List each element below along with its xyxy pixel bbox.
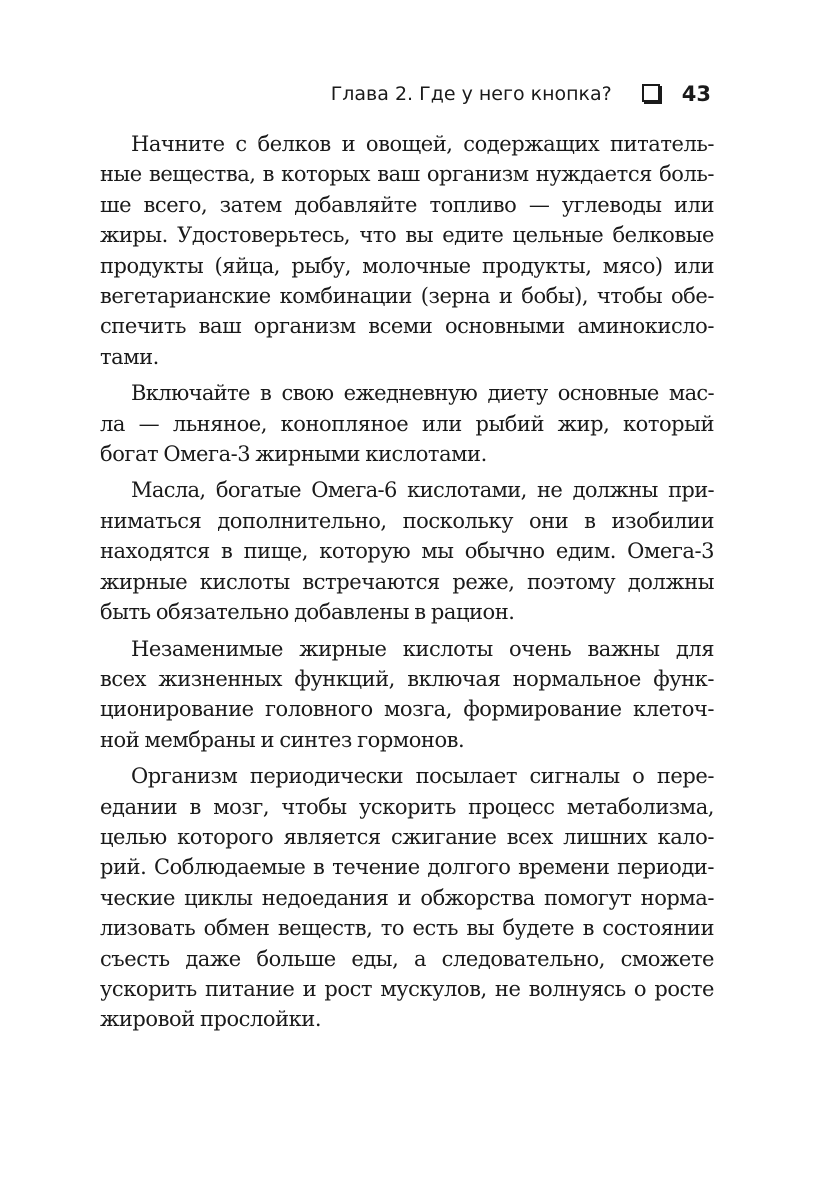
text-line: ческие циклы недоедания и обжорства помогут норма- bbox=[100, 885, 714, 910]
text-line: Начните с белков и овощей, содержащих питатель- bbox=[131, 132, 714, 156]
text-line: ниматься дополнительно, поскольку они в изобилии bbox=[100, 508, 714, 533]
text-line: ные вещества, в которых ваш организм нуждается боль- bbox=[100, 162, 714, 187]
text-line: ла — льняное, конопляное или рыбий жир, который bbox=[100, 411, 714, 436]
paragraph bbox=[100, 761, 714, 1035]
text-line: ше всего, затем добавляйте топливо — углеводы или bbox=[100, 192, 714, 217]
text-line: ной мембраны и синтез гормонов. bbox=[100, 727, 465, 752]
text-line: быть обязательно добавлены в рацион. bbox=[100, 600, 515, 625]
paragraph bbox=[100, 475, 714, 627]
paragraph bbox=[100, 634, 714, 756]
text-line: Масла, богатые Омега-6 кислотами, не должны при- bbox=[131, 478, 714, 503]
text-line: спечить ваш организм всеми основными аминокисло- bbox=[100, 314, 714, 339]
text-line: всех жизненных функций, включая нормальное функ- bbox=[100, 666, 714, 691]
paragraph bbox=[100, 129, 714, 372]
page-number: 43 bbox=[681, 82, 711, 106]
text-line: лизовать обмен веществ, то есть вы будете в состоянии bbox=[100, 916, 714, 941]
body-text bbox=[100, 129, 714, 1041]
text-line: находятся в пище, которую мы обычно едим. Омега-3 bbox=[100, 539, 714, 564]
text-line: жировой прослойки. bbox=[100, 1007, 322, 1032]
square-outline-icon bbox=[642, 84, 660, 102]
text-line: съесть даже больше еды, а следовательно, сможете bbox=[100, 946, 714, 971]
text-line: Организм периодически посылает сигналы о пере- bbox=[131, 764, 714, 789]
text-line: Незаменимые жирные кислоты очень важны для bbox=[131, 636, 714, 661]
text-line: тами. bbox=[100, 344, 159, 369]
text-line: едании в мозг, чтобы ускорить процесс метаболизма, bbox=[100, 794, 714, 819]
running-head bbox=[331, 82, 711, 106]
paragraph bbox=[100, 378, 714, 469]
text-line: целью которого является сжигание всех лишних кало- bbox=[100, 824, 714, 849]
text-line: жирные кислоты встречаются реже, поэтому должны bbox=[100, 569, 714, 594]
text-line: рий. Соблюдаемые в течение долгого времени периоди- bbox=[100, 855, 714, 880]
text-line: ускорить питание и рост мускулов, не волнуясь о росте bbox=[100, 976, 714, 1001]
text-line: богат Омега-3 жирными кислотами. bbox=[100, 442, 487, 467]
text-line: вегетарианские комбинации (зерна и бобы), чтобы обе- bbox=[100, 284, 714, 309]
text-line: жиры. Удостоверьтесь, что вы едите цельные белковые bbox=[100, 223, 714, 248]
chapter-title: Глава 2. Где у него кнопка? bbox=[330, 83, 612, 105]
text-line: Включайте в свою ежедневную диету основные мас- bbox=[131, 381, 714, 406]
text-line: продукты (яйца, рыбу, молочные продукты, мясо) или bbox=[100, 253, 714, 278]
text-line: ционирование головного мозга, формирование клеточ- bbox=[100, 697, 714, 722]
